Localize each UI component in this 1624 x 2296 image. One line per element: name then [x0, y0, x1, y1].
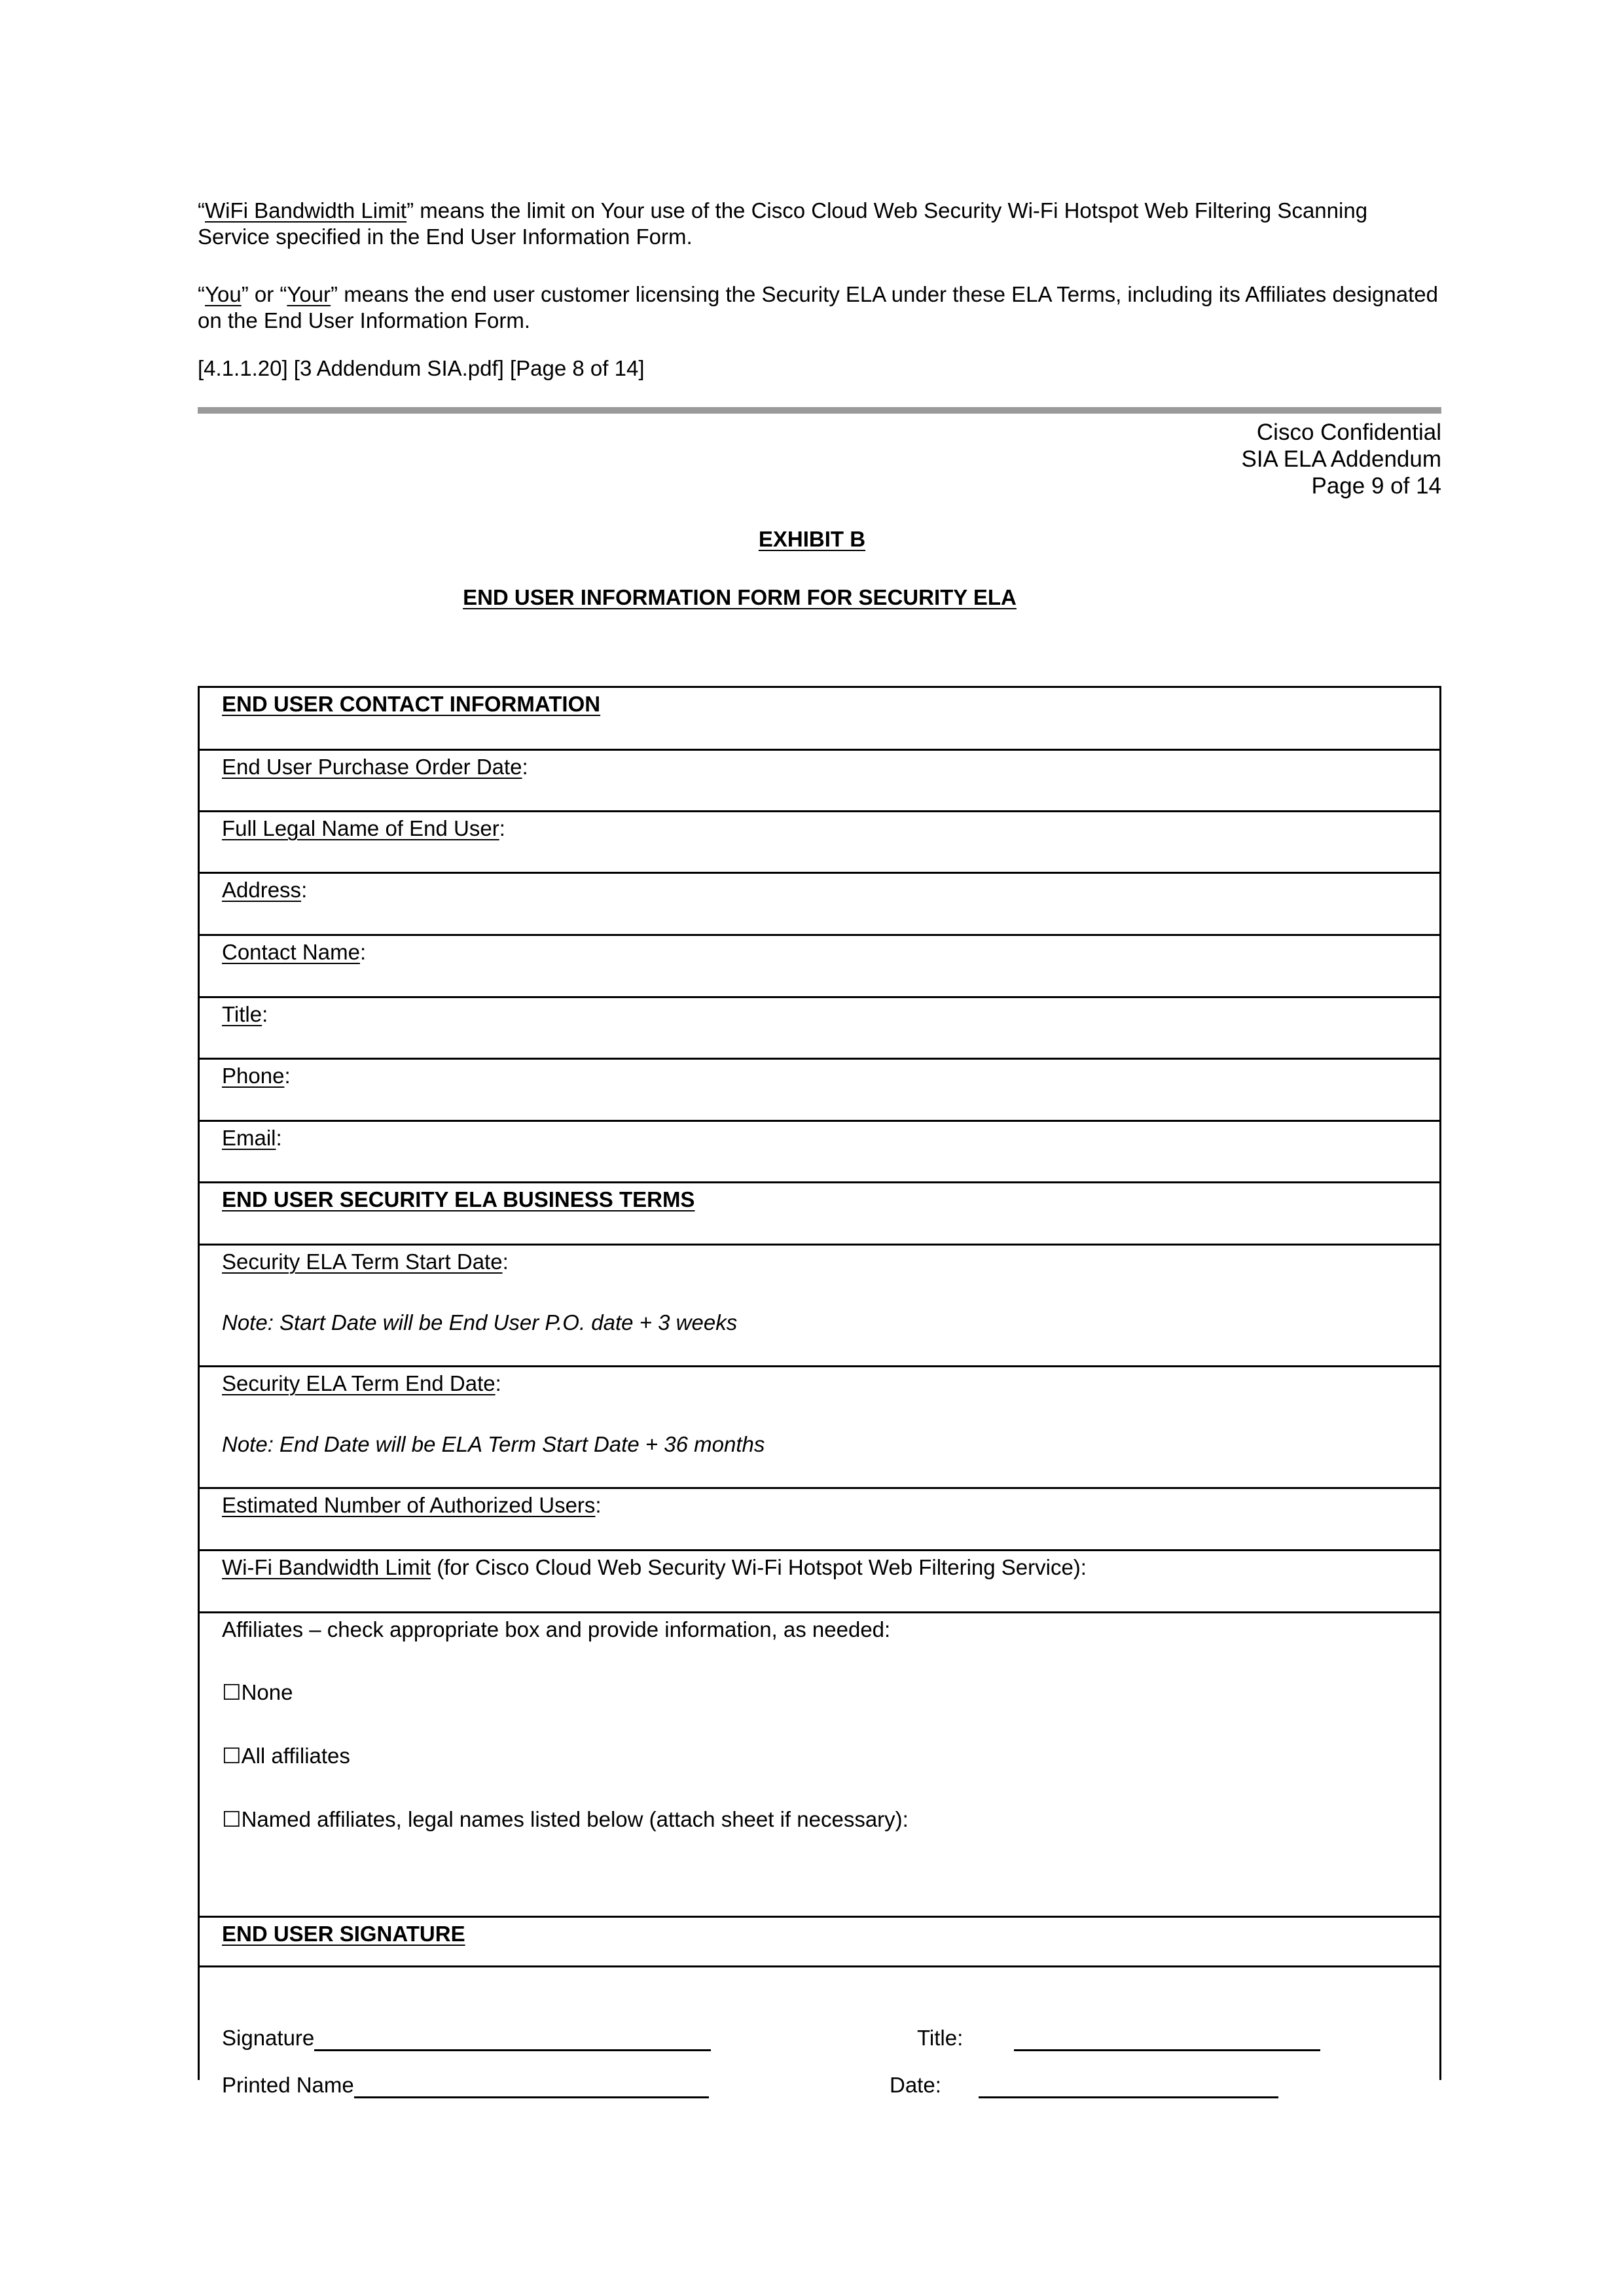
- quote-open: “: [198, 282, 205, 306]
- label-colon: :: [595, 1493, 602, 1517]
- label-colon: :: [301, 878, 308, 902]
- header-confidential: Cisco Confidential: [1256, 420, 1441, 445]
- form-row-start-date[interactable]: [200, 1246, 1439, 1367]
- section-heading-business-terms: END USER SECURITY ELA BUSINESS TERMS: [222, 1187, 695, 1211]
- definition-you: [198, 281, 1441, 333]
- form-row-end-date[interactable]: [200, 1367, 1439, 1489]
- form-row-title[interactable]: [200, 998, 1439, 1060]
- title-blank[interactable]: [1014, 2030, 1320, 2051]
- label-text: Wi-Fi Bandwidth Limit: [222, 1555, 431, 1579]
- signature-blank[interactable]: [314, 2030, 711, 2051]
- form-row-wifi-limit[interactable]: [200, 1551, 1439, 1613]
- option-label: None: [241, 1680, 293, 1704]
- affiliates-intro: Affiliates – check appropriate box and provide information, as needed:: [222, 1617, 891, 1641]
- label-text: Security ELA Term Start Date: [222, 1249, 503, 1274]
- checkbox-icon[interactable]: ☐: [222, 1680, 242, 1704]
- form-row-address[interactable]: [200, 874, 1439, 936]
- form-title: END USER INFORMATION FORM FOR SECURITY ELA: [463, 585, 1017, 609]
- form-row-authorized-users[interactable]: [200, 1489, 1439, 1551]
- form-row-email[interactable]: [200, 1122, 1439, 1183]
- label-colon: :: [502, 1249, 509, 1274]
- field-label-start-date: [222, 1249, 509, 1275]
- label-text: Full Legal Name of End User: [222, 816, 499, 840]
- form-row-po-date[interactable]: [200, 751, 1439, 812]
- signature-field[interactable]: [222, 2025, 711, 2051]
- label-text: Address: [222, 878, 302, 902]
- date-blank[interactable]: [979, 2077, 1278, 2098]
- definition-text: means the limit on Your use of the Cisco Cloud Web Security Wi-Fi Hotspot Web Filtering Scanning Service specified in the End User Information Form.: [198, 198, 1368, 249]
- end-user-information-form: [198, 686, 1441, 2097]
- field-label-legal-name: [222, 816, 505, 842]
- label-suffix: (for Cisco Cloud Web Security Wi-Fi Hotspot Web Filtering Service):: [431, 1555, 1087, 1579]
- form-row-contact-heading: [200, 688, 1439, 751]
- field-label-po-date: [222, 754, 528, 780]
- defined-term-2: Your: [287, 282, 331, 306]
- definition-text: ” means the end user customer licensing the Security ELA under these ELA Terms, including its Affiliates designated on the End User Information Form.: [198, 282, 1438, 332]
- label-colon: :: [499, 816, 505, 840]
- label-colon: :: [522, 755, 528, 779]
- form-row-affiliates: [200, 1613, 1439, 1918]
- section-heading-signature: END USER SIGNATURE: [222, 1922, 465, 1946]
- printed-name-field[interactable]: [222, 2072, 709, 2098]
- affiliate-option-named[interactable]: [222, 1806, 909, 1833]
- field-label-phone: [222, 1063, 291, 1089]
- field-label-address: [222, 877, 307, 903]
- label-text: Security ELA Term End Date: [222, 1371, 496, 1395]
- quote-open: “: [198, 198, 205, 223]
- field-label-contact-name: [222, 939, 366, 965]
- form-row-contact-name[interactable]: [200, 936, 1439, 998]
- checkbox-icon[interactable]: ☐: [222, 1807, 242, 1831]
- section-heading-contact: END USER CONTACT INFORMATION: [222, 692, 601, 716]
- label-text: End User Purchase Order Date: [222, 755, 522, 779]
- definition-wifi-bandwidth-limit: [198, 198, 1441, 249]
- field-label-wifi-limit: [222, 1554, 1087, 1581]
- date-field[interactable]: [890, 2072, 1278, 2098]
- date-label: Date:: [890, 2073, 941, 2097]
- form-row-signature-heading: [200, 1918, 1439, 1967]
- affiliate-option-none[interactable]: [222, 1679, 293, 1706]
- header-page-number: Page 9 of 14: [1311, 473, 1441, 499]
- label-text: Contact Name: [222, 940, 360, 964]
- form-row-business-heading: [200, 1183, 1439, 1246]
- definition-middle: ” or “: [241, 282, 287, 306]
- option-label: All affiliates: [241, 1744, 350, 1768]
- file-reference: [4.1.1.20] [3 Addendum SIA.pdf] [Page 8 of 14]: [198, 356, 645, 380]
- quote-close: ”: [406, 198, 414, 223]
- form-row-phone[interactable]: [200, 1060, 1439, 1122]
- title-label: Title:: [917, 2026, 964, 2050]
- label-colon: :: [284, 1064, 291, 1088]
- end-date-note: Note: End Date will be ELA Term Start Date + 36 months: [222, 1432, 765, 1456]
- printed-name-blank[interactable]: [354, 2077, 709, 2098]
- affiliate-option-all[interactable]: [222, 1743, 350, 1769]
- label-colon: :: [262, 1002, 268, 1026]
- label-text: Email: [222, 1126, 276, 1150]
- field-label-title: [222, 1001, 268, 1028]
- signature-block: [200, 1967, 1439, 2097]
- label-colon: :: [276, 1126, 282, 1150]
- checkbox-icon[interactable]: ☐: [222, 1744, 242, 1768]
- label-text: Phone: [222, 1064, 285, 1088]
- header-document: SIA ELA Addendum: [1241, 446, 1441, 472]
- page-divider: [198, 407, 1441, 414]
- printed-name-label: Printed Name: [222, 2073, 354, 2097]
- form-row-legal-name[interactable]: [200, 812, 1439, 874]
- title-field[interactable]: [917, 2025, 1320, 2051]
- label-colon: :: [359, 940, 367, 964]
- option-label: Named affiliates, legal names listed below (attach sheet if necessary):: [241, 1807, 909, 1831]
- label-text: Estimated Number of Authorized Users: [222, 1493, 596, 1517]
- start-date-note: Note: Start Date will be End User P.O. date + 3 weeks: [222, 1310, 738, 1335]
- defined-term: WiFi Bandwidth Limit: [205, 198, 407, 223]
- defined-term: You: [205, 282, 242, 306]
- label-text: Title: [222, 1002, 262, 1026]
- label-colon: :: [495, 1371, 501, 1395]
- signature-label: Signature: [222, 2026, 315, 2050]
- field-label-email: [222, 1125, 282, 1151]
- field-label-authorized-users: [222, 1492, 602, 1518]
- page-header: [1241, 419, 1441, 499]
- field-label-end-date: [222, 1371, 501, 1397]
- exhibit-title: EXHIBIT B: [758, 527, 866, 551]
